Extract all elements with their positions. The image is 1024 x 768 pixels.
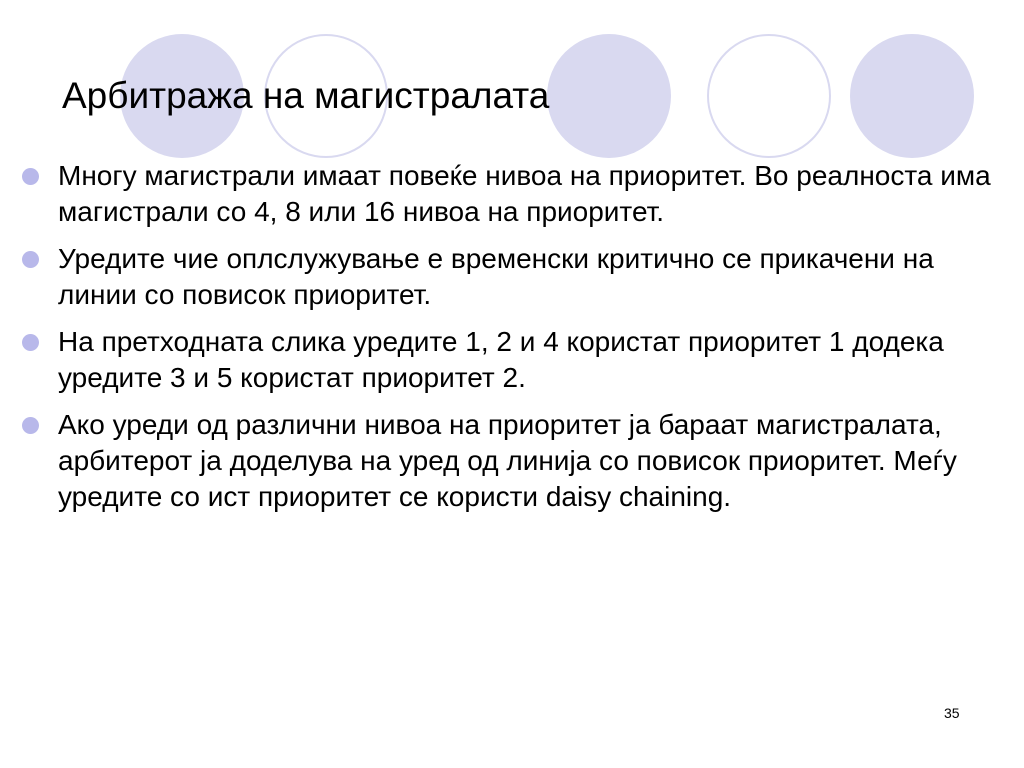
bullet-item	[22, 407, 1007, 515]
bullet-icon	[22, 251, 39, 268]
bullet-item	[22, 324, 1007, 396]
bullet-icon	[22, 334, 39, 351]
decor-circle-filled	[547, 34, 671, 158]
bullet-text: Многу магистрали имаат повеќе нивоа на приоритет. Во реалноста има магистрали со 4, 8 или 16 нивоа на приоритет.	[58, 160, 991, 227]
bullet-icon	[22, 168, 39, 185]
bullet-text: Уредите чие оплслужување е временски критично се прикачени на линии со повисок приоритет.	[58, 243, 934, 310]
bullet-text: На претходната слика уредите 1, 2 и 4 користат приоритет 1 додека уредите 3 и 5 користат приоритет 2.	[58, 326, 944, 393]
page-number: 35	[944, 705, 960, 721]
bullet-text: Ако уреди од различни нивоа на приоритет ја бараат магистралата, арбитерот ја доделува на уред од линија со повисок приоритет. Меѓу уредите со ист приоритет се користи daisy chaining.	[58, 409, 957, 512]
bullet-list	[22, 158, 1007, 526]
slide-title: Арбитража на магистралата	[62, 75, 550, 116]
decor-circle-filled	[850, 34, 974, 158]
bullet-icon	[22, 417, 39, 434]
bullet-item	[22, 241, 1007, 313]
bullet-item	[22, 158, 1007, 230]
decor-circle-outline	[707, 34, 831, 158]
